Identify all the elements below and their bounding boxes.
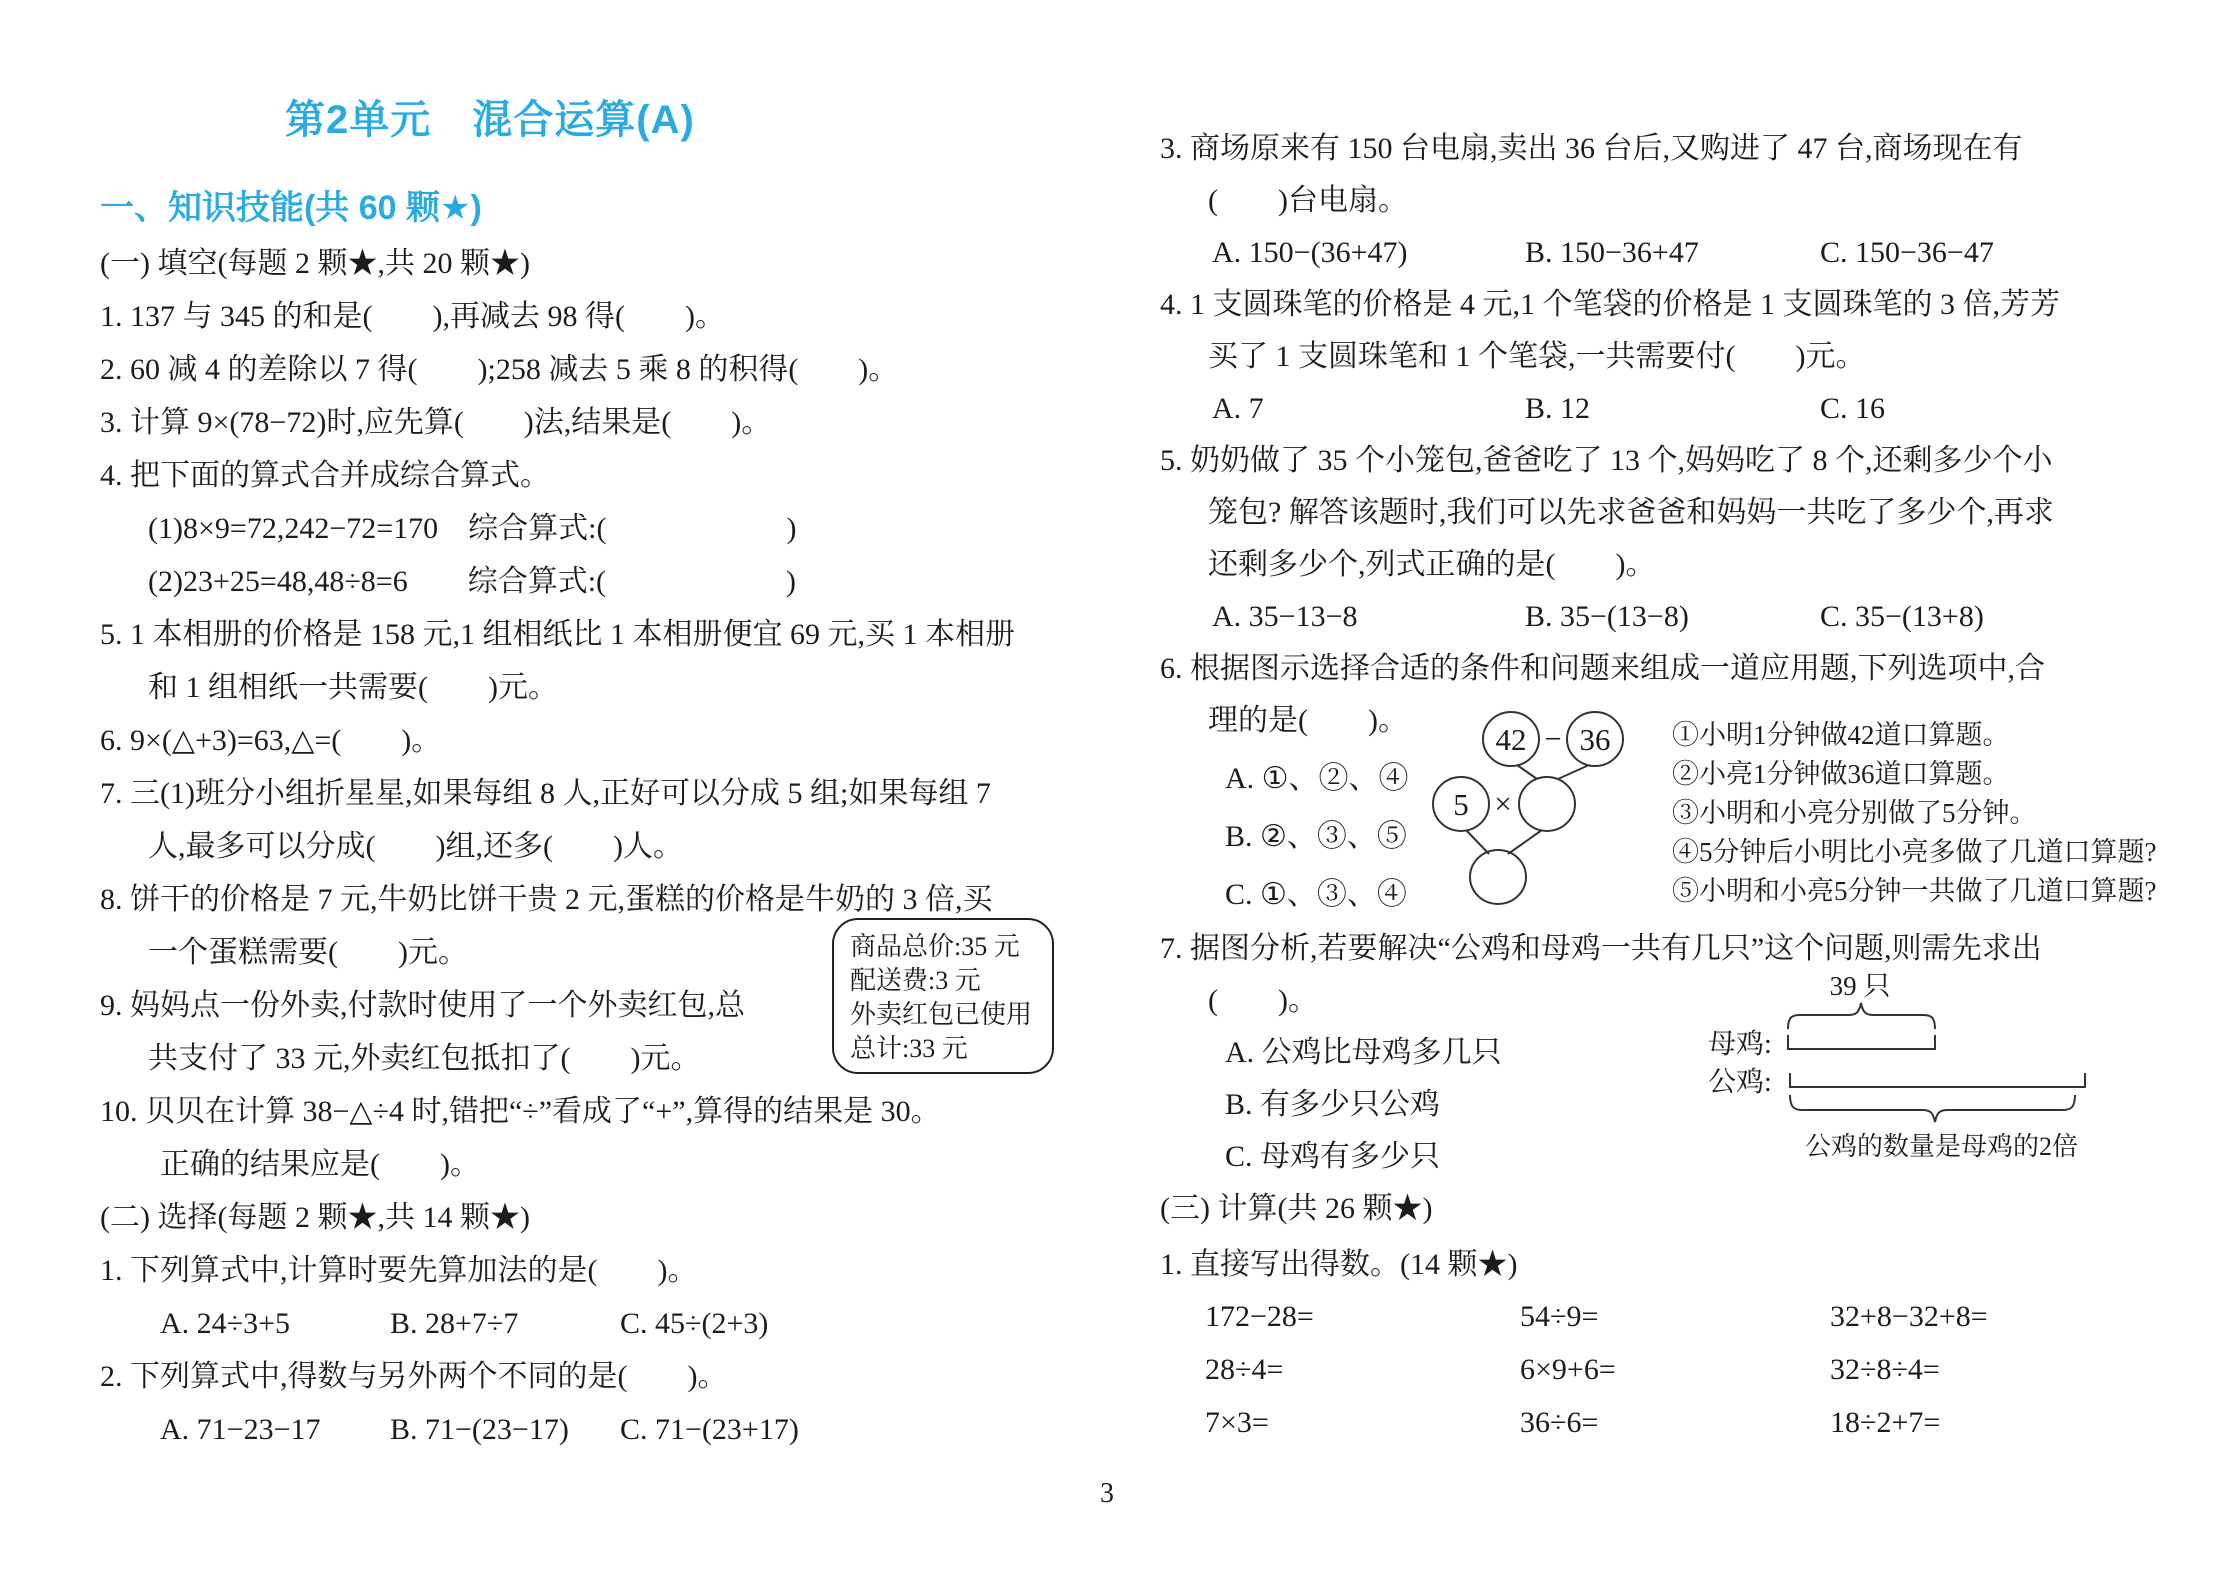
calc-item: 6×9+6= (1520, 1353, 1616, 1386)
calc-item: 32+8−32+8= (1830, 1300, 1988, 1333)
choice-q1-option-c: C. 45÷(2+3) (620, 1307, 769, 1340)
fill-q8-line1: 8. 饼干的价格是 7 元,牛奶比饼干贵 2 元,蛋糕的价格是牛奶的 3 倍,买 (100, 883, 993, 916)
choice-q3-line2: ( )台电扇。 (1208, 184, 1408, 217)
tree-value-5: 5 (1453, 787, 1469, 822)
calc-item: 28÷4= (1205, 1353, 1284, 1386)
q7-chicken-bar-diagram (1700, 963, 2110, 1168)
calc-item: 36÷6= (1520, 1406, 1599, 1439)
rooster-note: 公鸡的数量是母鸡的2倍 (1805, 1132, 2079, 1161)
fill-q5-line2: 和 1 组相纸一共需要( )元。 (148, 671, 558, 704)
fill-q9-line1: 9. 妈妈点一份外卖,付款时使用了一个外卖红包,总 (100, 989, 745, 1022)
choice-q7-line1: 7. 据图分析,若要解决“公鸡和母鸡一共有几只”这个问题,则需先求出 (1160, 932, 2042, 965)
calc-item: 7×3= (1205, 1406, 1269, 1439)
choice-q2-option-b: B. 71−(23−17) (390, 1413, 569, 1446)
q6-number-tree-diagram (1425, 697, 1685, 912)
choice-q5-option-b: B. 35−(13−8) (1525, 600, 1689, 633)
choice-q4-line2: 买了 1 支圆珠笔和 1 个笔袋,一共需要付( )元。 (1208, 340, 1866, 373)
choice-q4-option-a: A. 7 (1212, 392, 1264, 425)
choice-q6-option-c: C. ①、③、④ (1225, 878, 1407, 911)
choice-q3-option-b: B. 150−36+47 (1525, 236, 1699, 269)
choice-q3-line1: 3. 商场原来有 150 台电扇,卖出 36 台后,又购进了 47 台,商场现在有 (1160, 132, 2023, 165)
choice-q7-option-a: A. 公鸡比母鸡多几只 (1225, 1036, 1502, 1069)
tree-value-42: 42 (1495, 722, 1527, 757)
choice-q1-stem: 1. 下列算式中,计算时要先算加法的是( )。 (100, 1254, 698, 1287)
fill-q4: 4. 把下面的算式合并成综合算式。 (100, 459, 550, 492)
fill-q3: 3. 计算 9×(78−72)时,应先算( )法,结果是( )。 (100, 406, 772, 439)
hen-label: 母鸡: (1708, 1029, 1772, 1060)
fill-q8-line2: 一个蛋糕需要( )元。 (148, 936, 468, 969)
choice-q7-option-b: B. 有多少只公鸡 (1225, 1088, 1441, 1121)
choice-q3-option-c: C. 150−36−47 (1820, 236, 1994, 269)
fill-q1: 1. 137 与 345 的和是( ),再减去 98 得( )。 (100, 300, 725, 333)
calc-item: 172−28= (1205, 1300, 1314, 1333)
choice-q4-line1: 4. 1 支圆珠笔的价格是 4 元,1 个笔袋的价格是 1 支圆珠笔的 3 倍,芳芳 (1160, 288, 2060, 321)
choice-q2-stem: 2. 下列算式中,得数与另外两个不同的是( )。 (100, 1360, 728, 1393)
calc-item: 54÷9= (1520, 1300, 1599, 1333)
choice-q6-option-a: A. ①、②、④ (1225, 762, 1409, 795)
calc-item: 18÷2+7= (1830, 1406, 1941, 1439)
receipt-delivery-fee: 配送费:3 元 (850, 966, 981, 995)
receipt-total-price: 商品总价:35 元 (850, 932, 1020, 961)
choice-q2-option-c: C. 71−(23+17) (620, 1413, 799, 1446)
tree-value-36: 36 (1579, 722, 1611, 757)
choice-q2-option-a: A. 71−23−17 (160, 1413, 321, 1446)
q6-condition-3: ③小明和小亮分别做了5分钟。 (1672, 798, 2037, 828)
fill-q5-line1: 5. 1 本相册的价格是 158 元,1 组相纸比 1 本相册便宜 69 元,买 1 本相册 (100, 618, 1015, 651)
rooster-label: 公鸡: (1708, 1067, 1772, 1098)
choice-q1-option-b: B. 28+7÷7 (390, 1307, 519, 1340)
fill-section-heading: (一) 填空(每题 2 颗★,共 20 颗★) (100, 247, 530, 280)
choice-q5-line2: 笼包? 解答该题时,我们可以先求爸爸和妈妈一共吃了多少个,再求 (1208, 496, 2054, 529)
q6-condition-4: ④5分钟后小明比小亮多做了几道口算题? (1672, 837, 2157, 867)
choice-q4-option-b: B. 12 (1525, 392, 1591, 425)
choice-q7-option-c: C. 母鸡有多少只 (1225, 1140, 1441, 1173)
choice-q3-option-a: A. 150−(36+47) (1212, 236, 1408, 269)
calc-item: 32÷8÷4= (1830, 1353, 1940, 1386)
choice-q7-line2: ( )。 (1208, 984, 1318, 1017)
receipt-grand-total: 总计:33 元 (850, 1034, 968, 1063)
choice-q6-line1: 6. 根据图示选择合适的条件和问题来组成一道应用题,下列选项中,合 (1160, 652, 2045, 685)
page-title: 第2单元 混合运算(A) (285, 98, 695, 142)
tree-minus-sign: − (1544, 721, 1562, 756)
takeout-receipt-box (832, 918, 1054, 1074)
page-number: 3 (1100, 1478, 1114, 1509)
fill-q10-line1: 10. 贝贝在计算 38−△÷4 时,错把“÷”看成了“+”,算得的结果是 30。 (100, 1095, 941, 1128)
choice-section-heading: (二) 选择(每题 2 颗★,共 14 颗★) (100, 1201, 530, 1234)
q6-condition-2: ②小亮1分钟做36道口算题。 (1672, 759, 2010, 789)
q6-condition-1: ①小明1分钟做42道口算题。 (1672, 720, 2010, 750)
choice-q1-option-a: A. 24÷3+5 (160, 1307, 291, 1340)
choice-q5-line1: 5. 奶奶做了 35 个小笼包,爸爸吃了 13 个,妈妈吃了 8 个,还剩多少个小 (1160, 444, 2053, 477)
calc-q1-heading: 1. 直接写出得数。(14 颗★) (1160, 1248, 1518, 1281)
fill-q4-sub2: (2)23+25=48,48÷8=6 综合算式:( ) (148, 565, 797, 598)
calc-section-heading: (三) 计算(共 26 颗★) (1160, 1192, 1433, 1225)
fill-q4-sub1: (1)8×9=72,242−72=170 综合算式:( ) (148, 512, 797, 545)
fill-q6: 6. 9×(△+3)=63,△=( )。 (100, 724, 442, 757)
q6-condition-5: ⑤小明和小亮5分钟一共做了几道口算题? (1672, 876, 2157, 906)
fill-q2: 2. 60 减 4 的差除以 7 得( );258 减去 5 乘 8 的积得( )。 (100, 353, 899, 386)
choice-q6-option-b: B. ②、③、⑤ (1225, 820, 1407, 853)
fill-q7-line2: 人,最多可以分成( )组,还多( )人。 (148, 830, 683, 863)
choice-q6-line2: 理的是( )。 (1208, 704, 1408, 737)
receipt-coupon-used: 外卖红包已使用 (850, 1000, 1033, 1029)
fill-q9-line2: 共支付了 33 元,外卖红包抵扣了( )元。 (148, 1042, 701, 1075)
choice-q5-line3: 还剩多少个,列式正确的是( )。 (1208, 548, 1656, 581)
tree-times-sign: × (1494, 786, 1512, 821)
choice-q5-option-a: A. 35−13−8 (1212, 600, 1358, 633)
fill-q10-line2: 正确的结果应是( )。 (160, 1148, 480, 1181)
section-knowledge-heading: 一、知识技能(共 60 颗★) (100, 189, 482, 227)
choice-q4-option-c: C. 16 (1820, 392, 1886, 425)
bar-total-label: 39 只 (1829, 971, 1891, 1001)
fill-q7-line1: 7. 三(1)班分小组折星星,如果每组 8 人,正好可以分成 5 组;如果每组 7 (100, 777, 991, 810)
choice-q5-option-c: C. 35−(13+8) (1820, 600, 1984, 633)
